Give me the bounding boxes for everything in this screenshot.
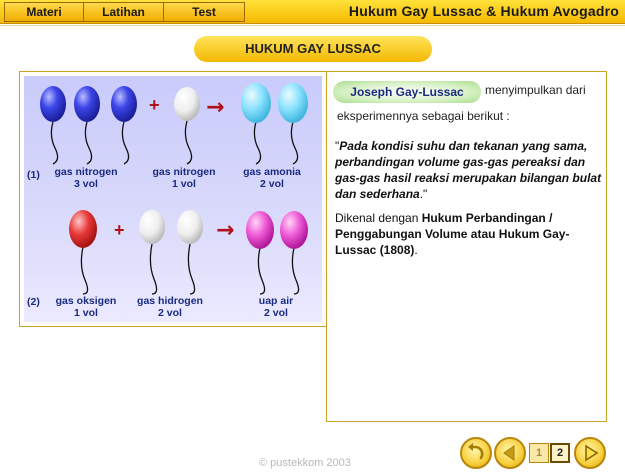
balloon-blue-1 <box>40 86 66 122</box>
law-name-paragraph <box>335 210 603 258</box>
known-suffix: . <box>414 243 418 257</box>
content-panel <box>326 71 607 422</box>
scientist-badge: Joseph Gay-Lussac <box>333 81 481 103</box>
left-triangle-icon <box>496 439 524 467</box>
next-page-button[interactable] <box>574 437 606 469</box>
law-quote <box>335 138 603 202</box>
illustration-panel <box>19 71 327 327</box>
row2-plus: + <box>114 220 125 240</box>
u-turn-back-icon <box>462 439 490 467</box>
quote-text: Pada kondisi suhu dan tekanan yang sama, perbandingan volume gas-gas pereaksi dan gas-gas hasil reaksi merupakan bilangan bulat dan sederhana <box>335 139 602 201</box>
row2-reactant1-name: gas oksigen <box>55 295 117 307</box>
row2-white-balloons <box>139 210 203 294</box>
row2-red-balloon <box>69 210 97 294</box>
row1-reactant1-name: gas nitrogen <box>54 166 118 178</box>
top-bar <box>0 0 625 24</box>
balloon-blue-3 <box>111 86 137 122</box>
section-title: HUKUM GAY LUSSAC <box>194 36 432 62</box>
row1-product-name: gas amonia <box>243 166 301 178</box>
copyright-footer: © pustekkom 2003 <box>259 457 351 469</box>
previous-page-button[interactable] <box>494 437 526 469</box>
row1-white-balloon <box>174 87 200 164</box>
balloon-magenta-1 <box>246 211 274 249</box>
menu-item-test[interactable]: Test <box>192 5 216 19</box>
row1-number: (1) <box>27 169 40 181</box>
row1-plus: + <box>149 95 160 115</box>
page-1-indicator[interactable]: 1 <box>529 443 549 463</box>
row1-arrow: → <box>206 95 225 120</box>
app-title: Hukum Gay Lussac & Hukum Avogadro <box>348 3 619 19</box>
intro-text-a: menyimpulkan dari <box>485 83 586 97</box>
balloon-illustration <box>24 76 322 322</box>
quote-open: " <box>335 139 340 153</box>
row1-blue-balloons <box>40 86 137 164</box>
balloon-magenta-2 <box>280 211 308 249</box>
quote-close: ." <box>419 187 428 201</box>
row1-cyan-balloons <box>241 83 308 164</box>
balloon-white-3 <box>177 210 203 244</box>
row2-reactant2-name: gas hidrogen <box>137 295 203 307</box>
row1-reactant1-volume: 3 vol <box>74 178 98 190</box>
balloon-white-2 <box>139 210 165 244</box>
menu-item-materi[interactable]: Materi <box>5 3 84 21</box>
row2-reactant1-volume: 1 vol <box>74 307 98 319</box>
header-divider <box>0 25 625 26</box>
balloon-white-1 <box>174 87 200 121</box>
row1-product-volume: 2 vol <box>260 178 284 190</box>
row1-reactant2-volume: 1 vol <box>172 178 196 190</box>
balloon-figure <box>24 76 322 322</box>
intro-text-b: eksperimennya sebagai berikut : <box>337 109 510 123</box>
balloon-blue-2 <box>74 86 100 122</box>
row2-arrow: → <box>216 218 235 243</box>
row2-product-name: uap air <box>258 295 294 307</box>
known-prefix: Dikenal dengan <box>335 211 422 225</box>
balloon-red-1 <box>69 210 97 248</box>
row1-reactant2-name: gas nitrogen <box>152 166 216 178</box>
balloon-cyan-1 <box>241 83 271 123</box>
law-name: Hukum Perbandingan / Penggabungan Volume atau Hukum Gay-Lussac (1808) <box>335 211 570 257</box>
balloon-cyan-2 <box>278 83 308 123</box>
right-triangle-icon <box>576 439 604 467</box>
menu-item-latihan[interactable]: Latihan <box>84 3 164 21</box>
page-2-indicator[interactable]: 2 <box>550 443 570 463</box>
row2-reactant2-volume: 2 vol <box>158 307 182 319</box>
row2-product-volume: 2 vol <box>264 307 288 319</box>
main-menu <box>4 2 245 22</box>
back-button[interactable] <box>460 437 492 469</box>
row2-magenta-balloons <box>246 211 308 294</box>
row2-number: (2) <box>27 296 40 308</box>
